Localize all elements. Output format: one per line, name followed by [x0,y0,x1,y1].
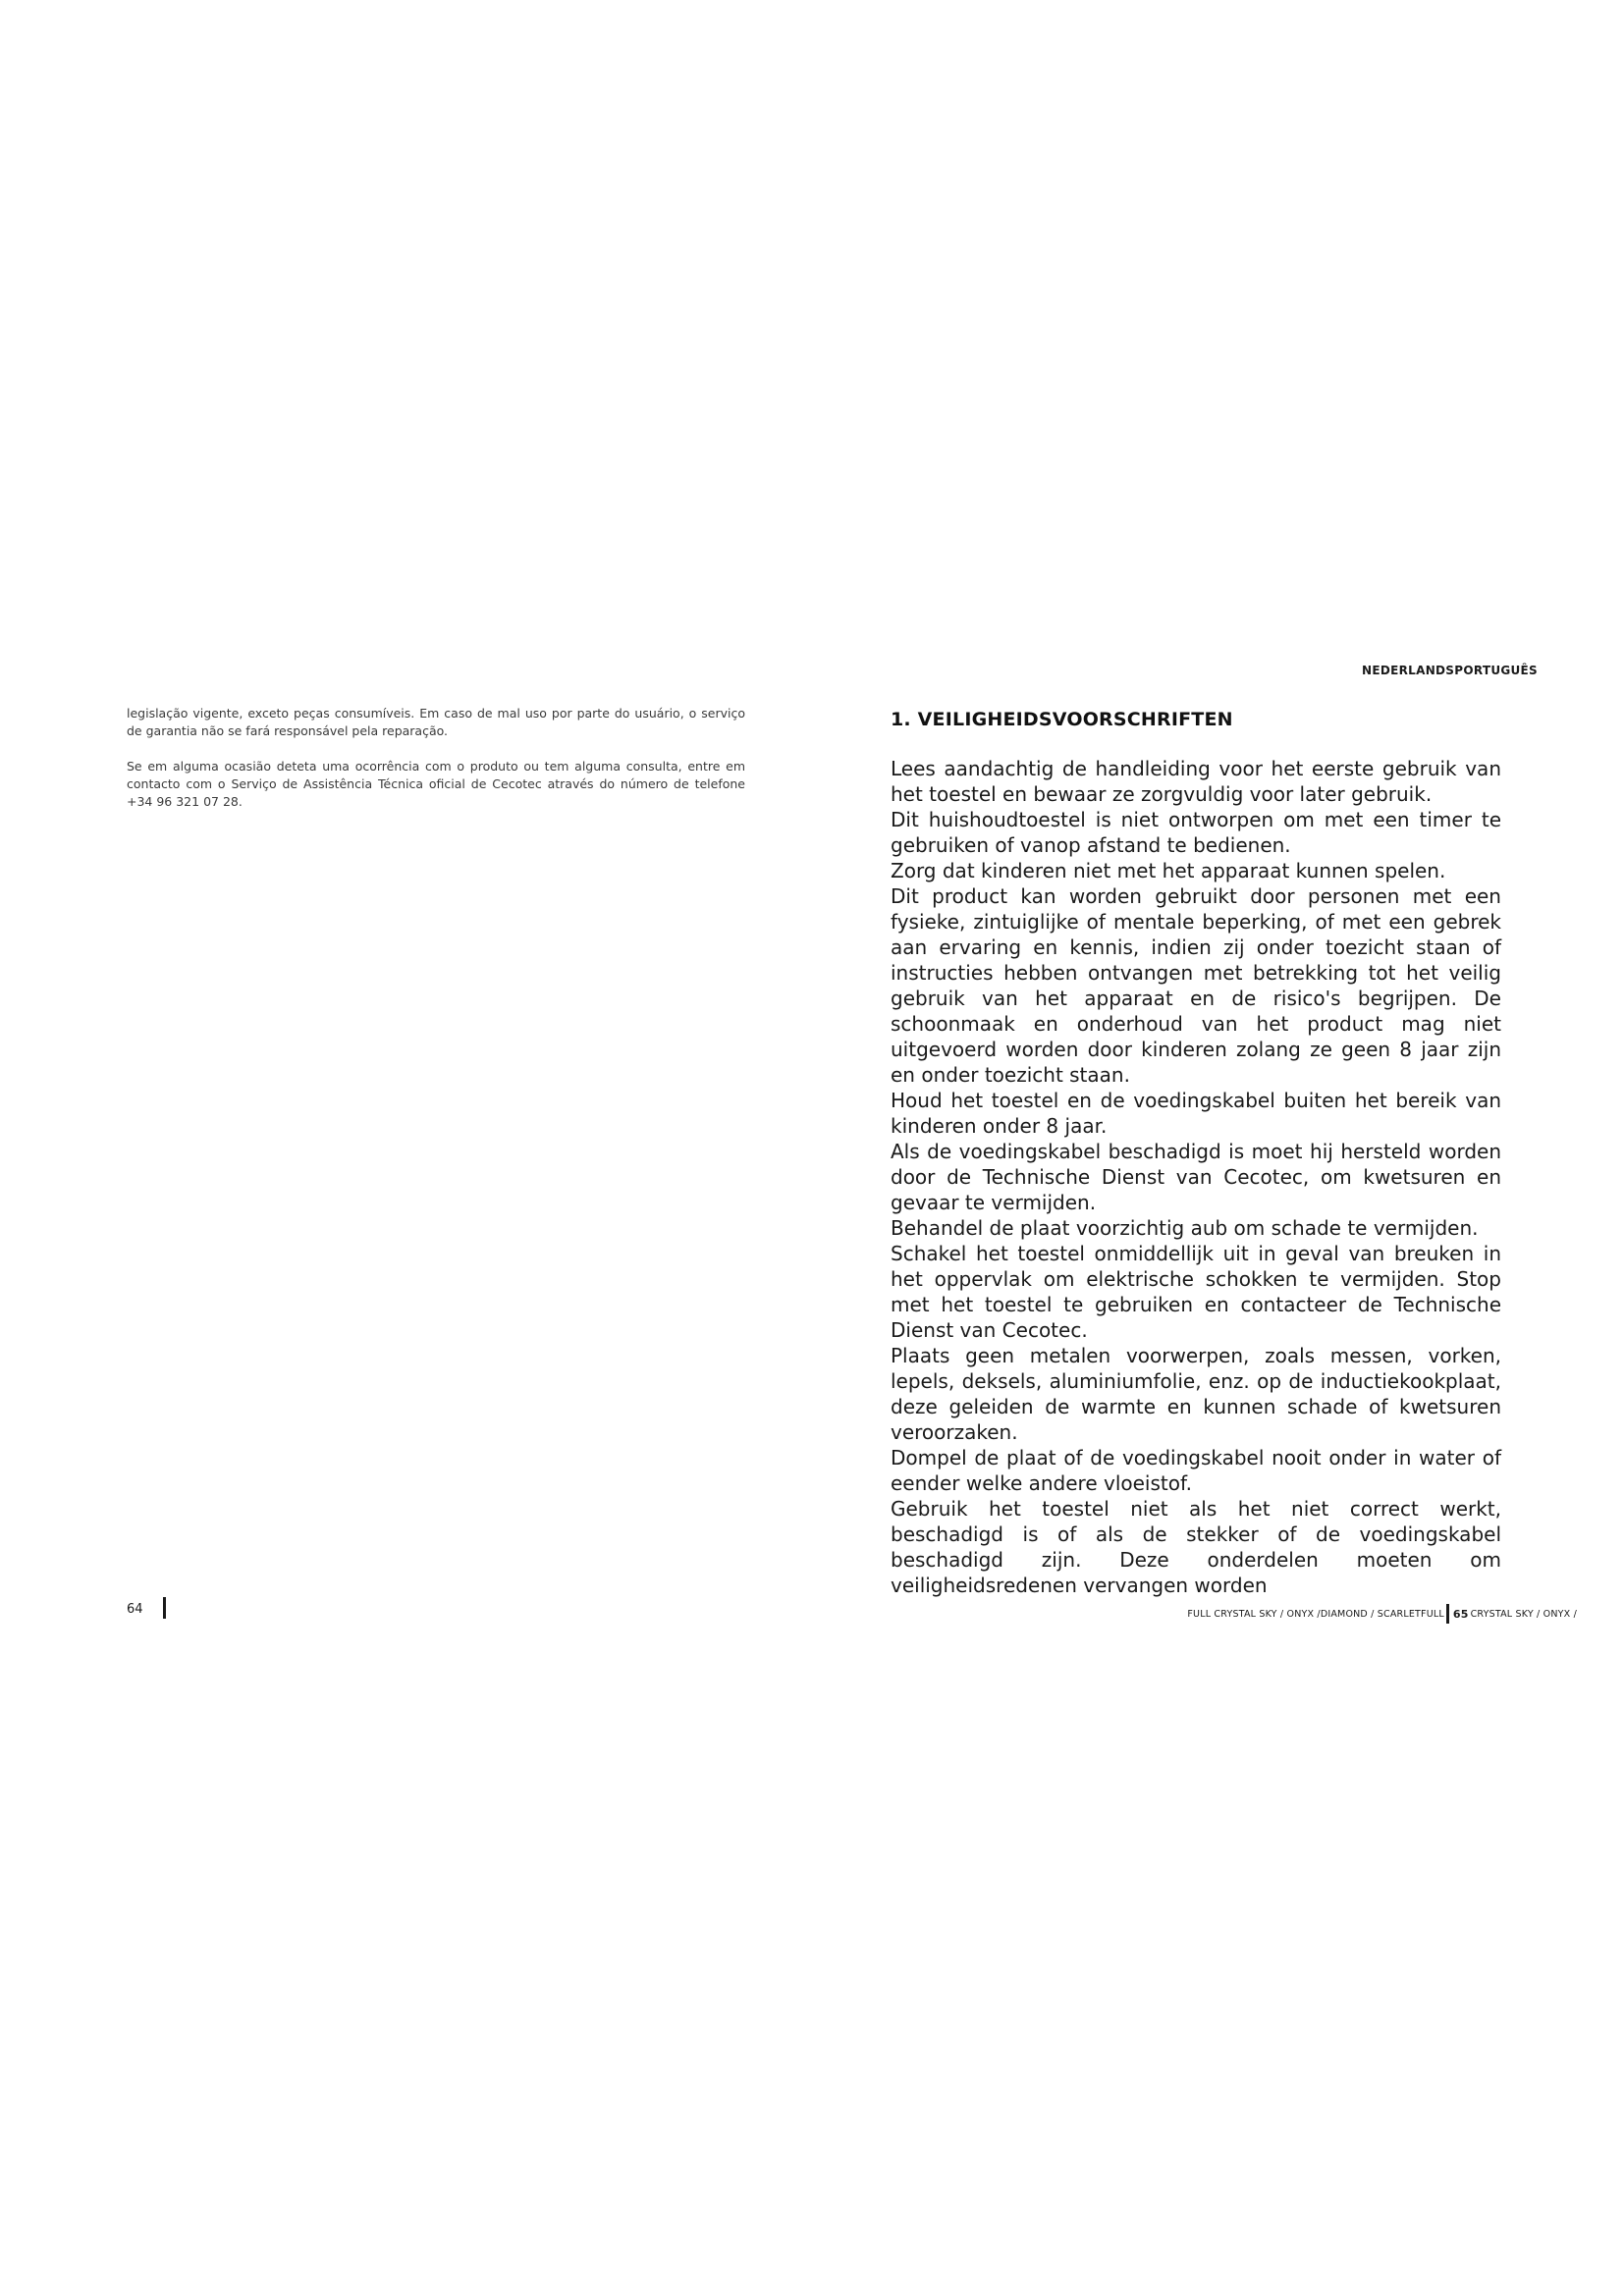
footer-right [1187,1604,1577,1624]
page-divider-bar [1446,1604,1449,1624]
left-paragraph: Se em alguma ocasião deteta uma ocorrência com o produto ou tem alguma consulta, entre em contacto com o Serviço de Assistência Técnica oficial de Cecotec através do número de telefone +34 96 321 07 28. [127,759,745,809]
footer-model-text: CRYSTAL SKY / ONYX / [1470,1608,1577,1620]
footer-model-text: FULL CRYSTAL SKY / ONYX /DIAMOND / SCARLETFULL [1187,1608,1444,1620]
right-paragraph: Schakel het toestel onmiddellijk uit in geval van breuken in het oppervlak om elektrische schokken te vermijden. Stop met het toestel te gebruiken en contacteer de Technische Dienst van Cecotec. [891,1242,1501,1342]
right-paragraph: Houd het toestel en de voedingskabel buiten het bereik van kinderen onder 8 jaar. [891,1089,1501,1138]
right-page-number: 65 [1452,1607,1469,1621]
right-paragraph: Lees aandachtig de handleiding voor het eerste gebruik van het toestel en bewaar ze zorgvuldig voor later gebruik. [891,757,1501,806]
left-column-text [127,705,745,811]
right-paragraph: Gebruik het toestel niet als het niet correct werkt, beschadigd is of als de stekker of de voedingskabel beschadigd zijn. Deze onderdelen moeten om veiligheidsredenen vervangen worden [891,1497,1501,1597]
language-label: NEDERLANDSPORTUGUÊS [1362,664,1538,677]
page-divider-bar [163,1597,166,1619]
right-paragraph: Behandel de plaat voorzichtig aub om schade te vermijden. [891,1216,1479,1240]
left-page-number: 64 [127,1602,143,1617]
section-title: 1. VEILIGHEIDSVOORSCHRIFTEN [891,709,1233,730]
right-paragraph: Zorg dat kinderen niet met het apparaat kunnen spelen. [891,859,1446,882]
right-column-text [891,756,1501,1598]
right-paragraph: Plaats geen metalen voorwerpen, zoals messen, vorken, lepels, deksels, aluminiumfolie, enz. op de inductiekookplaat, deze geleiden de warmte en kunnen schade of kwetsuren veroorzaken. [891,1344,1501,1444]
left-paragraph: legislação vigente, exceto peças consumíveis. Em caso de mal uso por parte do usuário, o serviço de garantia não se fará responsável pela reparação. [127,706,745,738]
right-paragraph: Dit huishoudtoestel is niet ontworpen om met een timer te gebruiken of vanop afstand te bedienen. [891,808,1501,857]
right-paragraph: Dompel de plaat of de voedingskabel nooit onder in water of eender welke andere vloeistof. [891,1446,1501,1495]
right-paragraph: Dit product kan worden gebruikt door personen met een fysieke, zintuiglijke of mentale beperking, of met een gebrek aan ervaring en kennis, indien zij onder toezicht staan of instructies hebben ontvangen met betrekking tot het veilig gebruik van het apparaat en de risico's begrijpen. De schoonmaak en onderhoud van het product mag niet uitgevoerd worden door kinderen zolang ze geen 8 jaar zijn en onder toezicht staan. [891,884,1501,1087]
right-paragraph: Als de voedingskabel beschadigd is moet hij hersteld worden door de Technische Dienst van Cecotec, om kwetsuren en gevaar te vermijden. [891,1140,1501,1214]
